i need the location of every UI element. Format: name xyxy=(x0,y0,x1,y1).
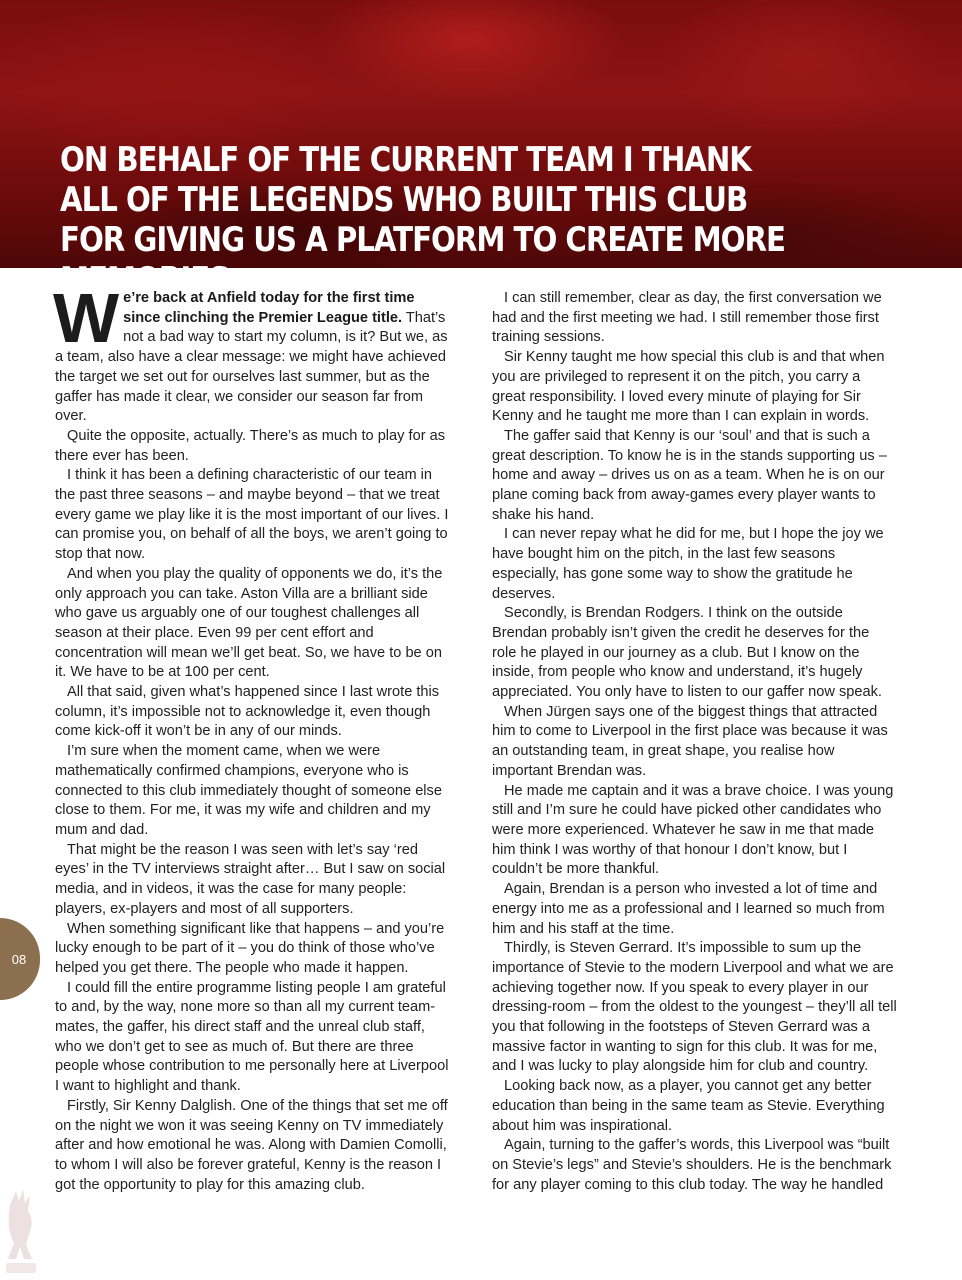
paragraph: Secondly, is Brendan Rodgers. I think on the outside Brendan probably isn’t given the credit he deserves for the role he played in our journey as a club. But I know on the inside, from people who know and understand, it’s hugely appreciated. You only have to listen to our gaffer now speak. xyxy=(492,605,882,701)
paragraph: Quite the opposite, actually. There’s as much to play for as there ever has been. xyxy=(55,427,446,464)
drop-cap: W xyxy=(53,279,120,357)
lead-bold-text: e’re back at Anfield today for the first time since clinching the Premier League title. xyxy=(123,290,415,326)
paragraph: I can never repay what he did for me, but I hope the joy we have bought him on the pitch, in the last few seasons especially, has gone some way to show the gratitude he deserves. xyxy=(492,526,884,602)
paragraph: He made me captain and it was a brave choice. I was young still and I’m sure he could have picked other candidates who were more experienced. Whatever he saw in me that made him think I was worthy of that honour I don’t know, but I couldn’t be more thankful. xyxy=(492,782,894,878)
header-banner xyxy=(0,0,962,300)
paragraph: Firstly, Sir Kenny Dalglish. One of the things that set me off on the night we won it was seeing Kenny on TV immediately after and how emotional he was. Along with Damien Comolli, to whom I will also be forever grateful, Kenny is the reason I got the opportunity to play for this amazing club. xyxy=(55,1097,448,1193)
paragraph: All that said, given what’s happened since I last wrote this column, it’s impossible not to acknowledge it, even though come kick-off it won’t be in any of our minds. xyxy=(55,684,440,740)
paragraph: When Jürgen says one of the biggest things that attracted him to come to Liverpool in the first place was because it was an outstanding team, in great shape, you realise how important Brendan was. xyxy=(492,703,888,779)
page-number: 08 xyxy=(11,951,27,967)
paragraph: Again, Brendan is a person who invested a lot of time and energy into me as a professional and I learned so much from him and his staff at the time. xyxy=(492,881,885,937)
paragraph: That might be the reason I was seen with let’s say ‘red eyes’ in the TV interviews straight after… But I saw on social media, and in videos, it was the case for many people: players, ex-players and most of all supporters. xyxy=(55,841,446,917)
paragraph: And when you play the quality of opponents we do, it’s the only approach you can take. Aston Villa are a brilliant side who gave us arguably one of our toughest challenges all season at their place. Even 99 per cent effort and concentration will mean we’ll get beat. So, we have to be on it. We have to be at 100 per cent. xyxy=(55,565,443,681)
paragraph: I can still remember, clear as day, the first conversation we had and the first meeting we had. I still remember those first training sessions. xyxy=(492,290,882,346)
paragraph: I could fill the entire programme listing people I am grateful to and, by the way, none more so than all my current team-mates, the gaffer, his direct staff and the unreal club staff, who we don’t get to see as much of. But there are three people whose contribution to me personally here at Liverpool I want to highlight and thank. xyxy=(55,979,449,1095)
paragraph: Looking back now, as a player, you cannot get any better education than being in the same team as Stevie. Everything about him was inspirational. xyxy=(492,1078,885,1134)
article-column-right xyxy=(492,289,897,1195)
paragraph: Sir Kenny taught me how special this club is and that when you are privileged to represent it on the pitch, you carry a great responsibility. I loved every minute of playing for Sir Kenny and he taught me more than I can explain in words. xyxy=(492,349,885,425)
paragraph: When something significant like that happens – and you’re lucky enough to be part of it – you do think of those who’ve helped you get there. The people who made it happen. xyxy=(55,920,445,976)
paragraph: I’m sure when the moment came, when we were mathematically confirmed champions, everyone who is connected to this club immediately thought of someone else close to them. For me, it was my wife and children and my mum and dad. xyxy=(55,743,442,838)
paragraph: Thirdly, is Steven Gerrard. It’s impossible to sum up the importance of Stevie to the modern Liverpool and what we are achieving together now. If you speak to every player in our dressing-room – from the oldest to the youngest – they’ll all tell you that following in the footsteps of Steven Gerrard was a massive factor in wanting to sign for this club. It was for me, and I was lucky to play alongside him for club and country. xyxy=(492,940,897,1075)
headline: ON BEHALF OF THE CURRENT TEAM I THANK ALL OF THE LEGENDS WHO BUILT THIS CLUB FOR GIVING US A PLATFORM TO CREATE MORE MEMORIES xyxy=(60,140,785,300)
liverbird-crest-icon xyxy=(4,1185,38,1275)
paragraph: I think it has been a defining characteristic of our team in the past three seasons – and maybe beyond – that we treat every game we play like it is the most important of our lives. I can promise you, on behalf of all the boys, we aren’t going to stop that now. xyxy=(55,467,449,563)
article-column-left xyxy=(53,279,453,1195)
page-number-tab xyxy=(0,918,40,1000)
lead-text: That’s not a bad way to start my column, is it? But we, as a team, also have a clear message: we might have achieved the target we set out for ourselves last summer, but as the gaffer has made it clear, we consider our season far from over. xyxy=(55,309,448,425)
paragraph: Again, turning to the gaffer’s words, this Liverpool was “built on Stevie’s legs” and Stevie’s shoulders. He is the benchmark for any player coming to this club today. The way he handled xyxy=(492,1137,892,1193)
paragraph: The gaffer said that Kenny is our ‘soul’ and that is such a great description. To know he is in the stands supporting us – home and away – drives us on as a team. When he is on our plane coming back from away-games every player wants to shake his hand. xyxy=(492,427,887,523)
lead-paragraph xyxy=(53,279,453,427)
